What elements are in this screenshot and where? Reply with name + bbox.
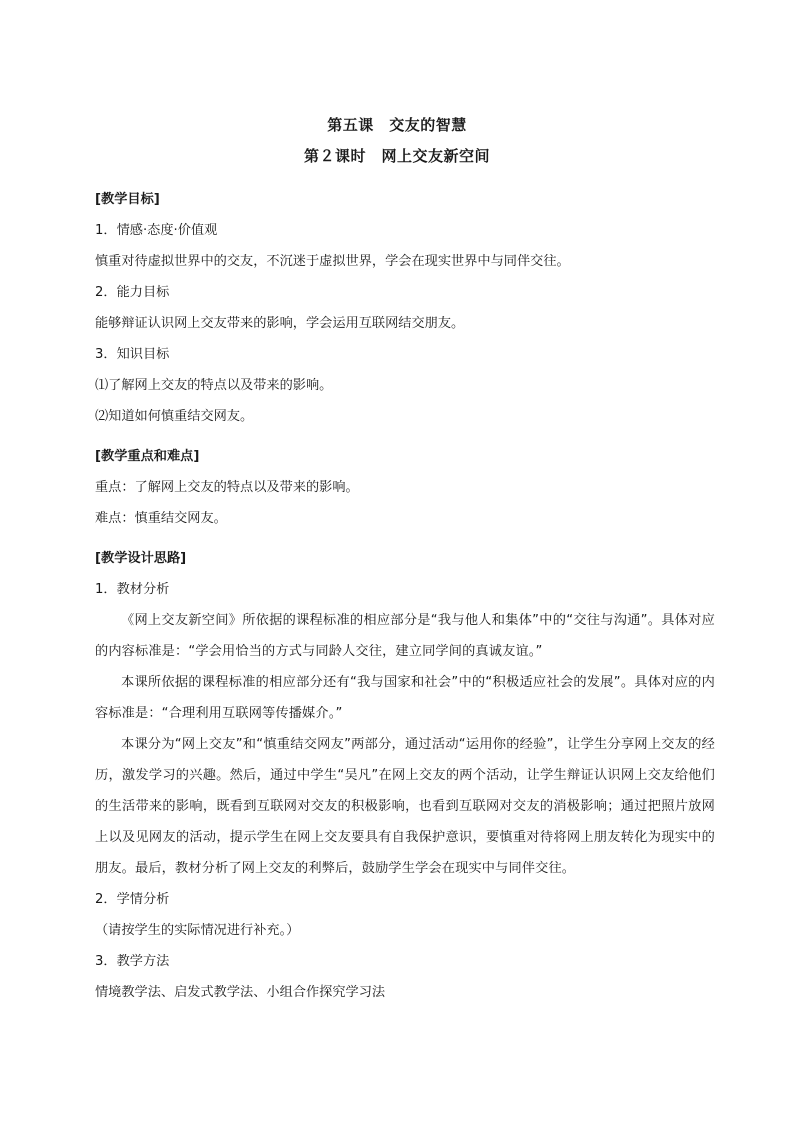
key-point-difficulty: 难点：慎重结交网友。 bbox=[95, 511, 227, 526]
objective-1-title: 1．情感·态度·价值观 bbox=[95, 223, 218, 238]
teaching-method-text: 情境教学法、启发式教学法、小组合作探究学习法 bbox=[95, 985, 386, 1000]
learner-analysis-text: （请按学生的实际情况进行补充。） bbox=[95, 923, 300, 938]
teaching-method-title: 3．教学方法 bbox=[95, 954, 170, 969]
objective-3-sub-2: ⑵知道如何慎重结交网友。 bbox=[95, 409, 254, 424]
analysis-title: 1．教材分析 bbox=[95, 582, 170, 597]
objectives-heading: [教学目标] bbox=[95, 192, 160, 207]
analysis-paragraph-3: 本课分为“网上交友”和“慎重结交网友”两部分，通过活动“运用你的经验”，让学生分享网上交友的经历，激发学习的兴趣。然后，通过中学生“吴凡”在网上交友的两个活动，让学生辩证认识网上交友给他们的生活带来的影响，既看到互联网对交友的积极影响，也看到互联网对交友的消极影响；通过把照片放网上以及见网友的活动，提示学生在网上交友要具有自我保护意识，要慎重对待将网上朋友转化为现实中的朋友。最后，教材分析了网上交友的利弊后，鼓励学生学会在现实中与同伴交往。 bbox=[95, 737, 715, 876]
objective-1-text: 慎重对待虚拟世界中的交友，不沉迷于虚拟世界，学会在现实世界中与同伴交往。 bbox=[95, 254, 570, 269]
objective-2-title: 2．能力目标 bbox=[95, 285, 170, 300]
learner-analysis-title: 2．学情分析 bbox=[95, 892, 170, 907]
objective-3-sub-1: ⑴了解网上交友的特点以及带来的影响。 bbox=[95, 378, 333, 393]
analysis-paragraph-2: 本课所依据的课程标准的相应部分还有“我与国家和社会”中的“积极适应社会的发展”。具体对应的内容标准是：“合理利用互联网等传播媒介。” bbox=[95, 675, 715, 721]
key-point-focus: 重点：了解网上交友的特点以及带来的影响。 bbox=[95, 480, 359, 495]
analysis-paragraph-1: 《网上交友新空间》所依据的课程标准的相应部分是“我与他人和集体”中的“交往与沟通”。具体对应的内容标准是：“学会用恰当的方式与同龄人交往，建立同学间的真诚友谊。” bbox=[95, 613, 715, 659]
document-body bbox=[95, 184, 715, 1008]
key-points-heading: [教学重点和难点] bbox=[95, 449, 200, 464]
section-gap bbox=[95, 432, 715, 441]
session-title: 第２课时 网上交友新空间 bbox=[303, 147, 490, 165]
design-heading: [教学设计思路] bbox=[95, 551, 187, 566]
objective-3-title: 3．知识目标 bbox=[95, 347, 170, 362]
section-gap bbox=[95, 534, 715, 543]
lesson-title: 第五课 交友的智慧 bbox=[327, 116, 467, 134]
objective-2-text: 能够辩证认识网上交友带来的影响，学会运用互联网结交朋友。 bbox=[95, 316, 465, 331]
